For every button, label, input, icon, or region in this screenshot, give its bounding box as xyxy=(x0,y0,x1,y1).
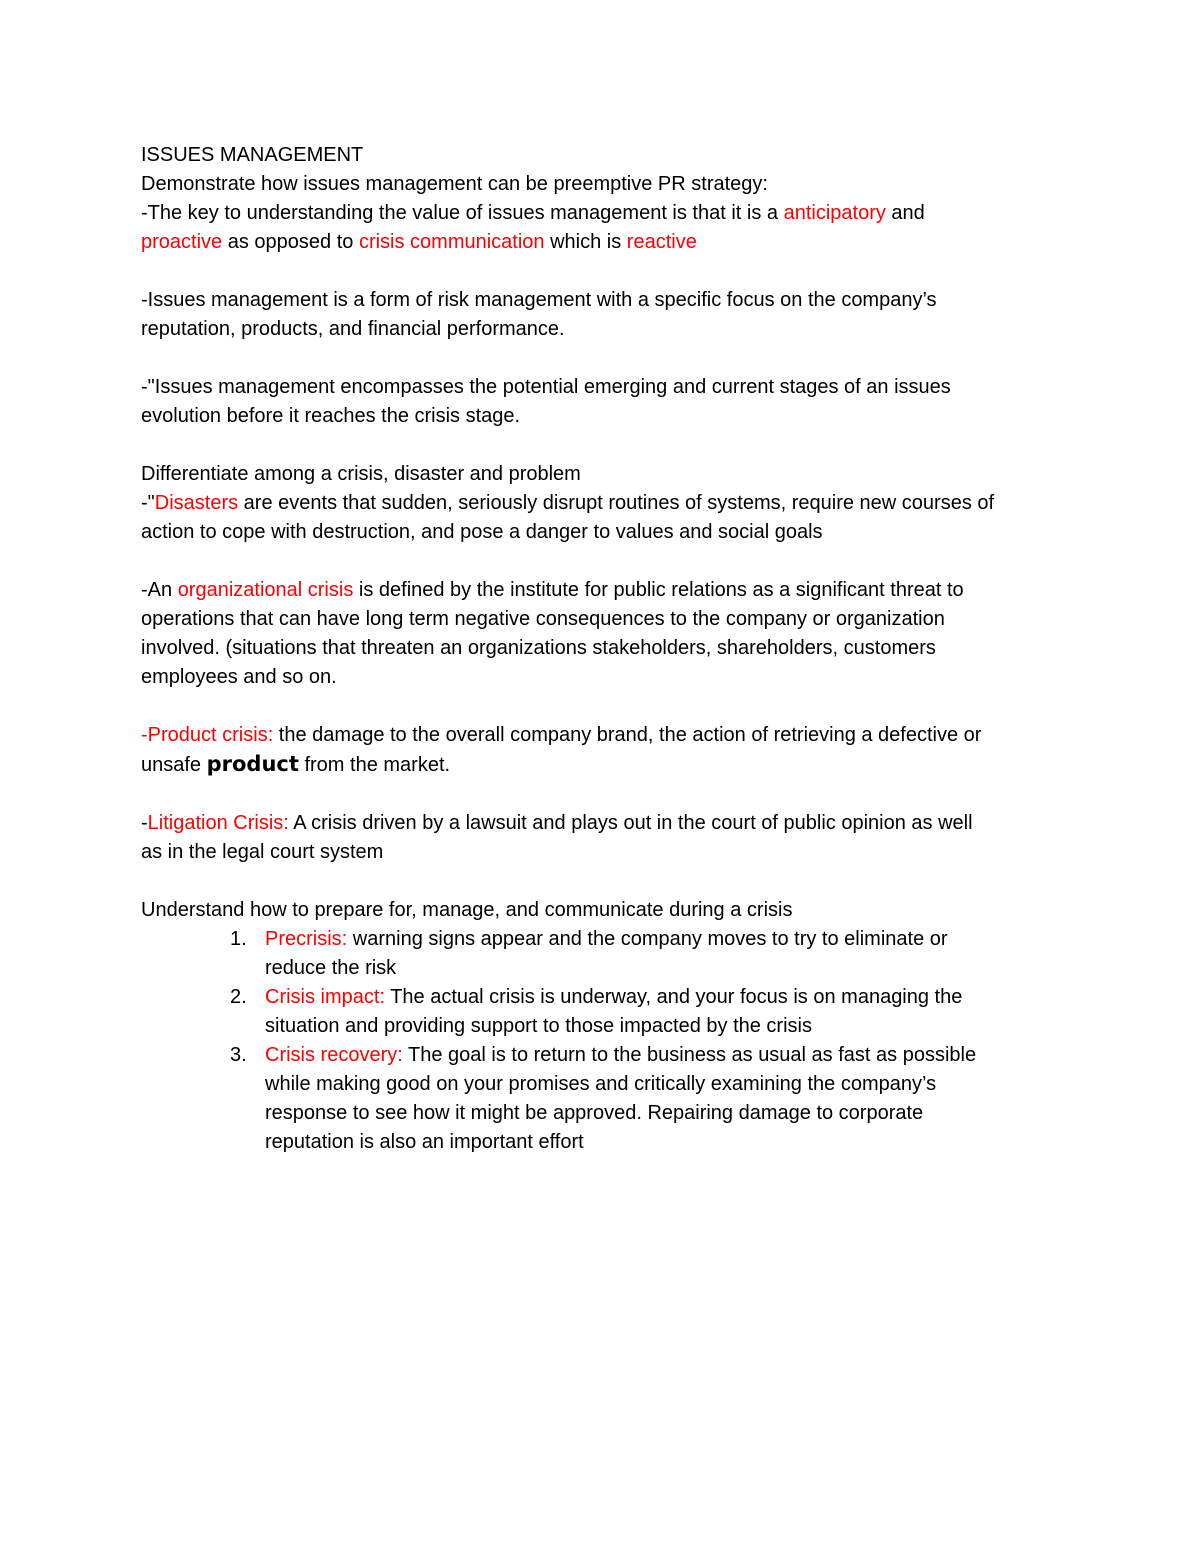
term-organizational-crisis: organizational crisis xyxy=(177,579,354,601)
paragraph-issues-evolution: -"Issues management encompasses the potential emerging and current stages of an issues evolution before it reaches the crisis stage. xyxy=(141,376,951,427)
paragraph-organizational-crisis: -An organizational crisis is defined by the institute for public relations as a significant threat to operations that can have long term negative consequences to the company or organization involved. (situations that threaten an organizations stakeholders, shareholders, customers employees and so on. xyxy=(141,579,964,688)
term-product: product xyxy=(206,752,299,776)
section-heading-crisis-stages: Understand how to prepare for, manage, and communicate during a crisis xyxy=(141,899,793,921)
term-litigation-crisis: Litigation Crisis: xyxy=(147,812,289,834)
list-item: 1. Precrisis: warning signs appear and the company moves to try to eliminate or reduce the risk xyxy=(141,925,1071,983)
list-item: 3. Crisis recovery: The goal is to return to the business as usual as fast as possible while making good on your promises and critically examining the company’s response to see how it might be approved. Repairing damage to corporate reputation is also an important effort xyxy=(141,1041,1071,1157)
crisis-stages-list xyxy=(141,925,1071,1157)
term-precrisis: Precrisis: xyxy=(265,928,348,950)
list-item: 2. Crisis impact: The actual crisis is underway, and your focus is on managing the situation and providing support to those impacted by the crisis xyxy=(141,983,1071,1041)
term-crisis-recovery: Crisis recovery: xyxy=(265,1044,403,1066)
section-heading-preemptive: Demonstrate how issues management can be preemptive PR strategy: xyxy=(141,173,768,195)
paragraph-litigation-crisis: -Litigation Crisis: A crisis driven by a lawsuit and plays out in the court of public opinion as well as in the legal court system xyxy=(141,812,973,863)
list-number: 1. xyxy=(230,928,247,950)
term-product-crisis: -Product crisis: xyxy=(141,724,274,746)
term-crisis-communication: crisis communication xyxy=(358,231,545,253)
term-disasters: Disasters xyxy=(154,492,239,514)
paragraph-disasters: -"Disasters are events that sudden, seriously disrupt routines of systems, require new courses of action to cope with destruction, and pose a danger to values and social goals xyxy=(141,492,995,543)
paragraph-risk-management: -Issues management is a form of risk management with a specific focus on the company’s reputation, products, and financial performance. xyxy=(141,289,937,340)
paragraph-product-crisis: -Product crisis: the damage to the overall company brand, the action of retrieving a defective or unsafe product from the market. xyxy=(141,724,982,776)
document-title: ISSUES MANAGEMENT xyxy=(141,144,364,166)
term-crisis-impact: Crisis impact: xyxy=(265,986,386,1008)
section-heading-differentiate: Differentiate among a crisis, disaster and problem xyxy=(141,463,581,485)
term-reactive: reactive xyxy=(626,231,697,253)
list-number: 2. xyxy=(230,986,247,1008)
document-page xyxy=(141,141,1071,1157)
term-proactive: proactive xyxy=(141,231,223,253)
term-anticipatory: anticipatory xyxy=(783,202,886,224)
paragraph-key-value: -The key to understanding the value of issues management is that it is a anticipatory and proactive as opposed to crisis communication which is reactive xyxy=(141,202,925,253)
list-number: 3. xyxy=(230,1044,247,1066)
